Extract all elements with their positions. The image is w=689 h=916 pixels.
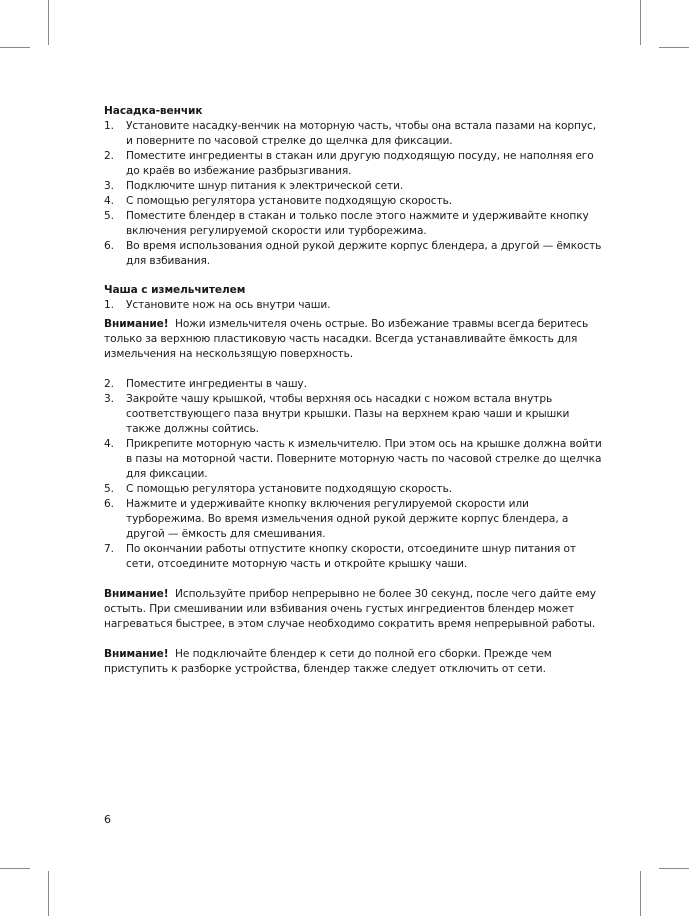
list-item [104, 119, 604, 149]
list-item-number: 6. [104, 240, 114, 252]
list-item [104, 149, 604, 179]
crop-mark-top-right-h [659, 47, 689, 48]
list-item [104, 194, 604, 209]
list-item [104, 437, 604, 482]
chopper-steps-list-a [104, 298, 604, 313]
list-item [104, 542, 604, 572]
warning-text: Не подключайте блендер к сети до полной его сборки. Прежде чем приступить к разборке устройства, блендер также следует отключить от сети. [104, 648, 552, 675]
list-item [104, 179, 604, 194]
crop-mark-bottom-right-v [640, 871, 641, 916]
crop-mark-top-right-v [640, 0, 641, 45]
crop-mark-top-left-h [0, 47, 30, 48]
list-item-number: 1. [104, 120, 114, 132]
list-item-text: Во время использования одной рукой держите корпус блендера, а другой — ёмкость для взбивания. [126, 240, 602, 267]
list-item-text: Поместите ингредиенты в стакан или другую подходящую посуду, не наполняя его до краёв во избежание разбрызгивания. [126, 150, 594, 177]
chopper-steps-list-b [104, 377, 604, 572]
list-item [104, 298, 604, 313]
list-item-number: 4. [104, 438, 114, 450]
list-item-number: 6. [104, 498, 114, 510]
list-item-number: 5. [104, 210, 114, 222]
list-item-text: Нажмите и удерживайте кнопку включения регулируемой скорости или турборежима. Во время измельчения одной рукой держите корпус блендера, а другой — ёмкость для смешивания. [126, 498, 569, 540]
warning-continuous-use [104, 587, 604, 632]
list-item-number: 2. [104, 150, 114, 162]
whisk-steps-list [104, 119, 604, 269]
crop-mark-bottom-left-v [48, 871, 49, 916]
section-title-whisk: Насадка-венчик [104, 105, 203, 117]
list-item-number: 2. [104, 378, 114, 390]
crop-mark-top-left-v [48, 0, 49, 45]
warning-label: Внимание! [104, 648, 169, 660]
list-item-text: Подключите шнур питания к электрической сети. [126, 180, 404, 192]
list-item-text: С помощью регулятора установите подходящую скорость. [126, 195, 452, 207]
section-title-chopper: Чаша с измельчителем [104, 284, 246, 296]
list-item-text: Поместите блендер в стакан и только после этого нажмите и удерживайте кнопку включения регулируемой скорости или турборежима. [126, 210, 589, 237]
page-number: 6 [104, 813, 111, 826]
list-item-text: С помощью регулятора установите подходящую скорость. [126, 483, 452, 495]
crop-mark-bottom-right-h [659, 868, 689, 869]
warning-text: Ножи измельчителя очень острые. Во избежание травмы всегда беритесь только за верхнюю пластиковую часть насадки. Всегда устанавливайте ёмкость для измельчения на нескользящую поверхность. [104, 318, 589, 360]
warning-label: Внимание! [104, 318, 169, 330]
list-item-number: 7. [104, 543, 114, 555]
list-item [104, 209, 604, 239]
warning-text: Используйте прибор непрерывно не более 30 секунд, после чего дайте ему остыть. При смешивании или взбивания очень густых ингредиентов блендер может нагреваться быстрее, в этом случае необходимо сократить время непрерывной работы. [104, 588, 596, 630]
list-item [104, 239, 604, 269]
list-item-number: 3. [104, 393, 114, 405]
list-item [104, 482, 604, 497]
list-item-text: Установите насадку-венчик на моторную часть, чтобы она встала пазами на корпус, и поверните по часовой стрелке до щелчка для фиксации. [126, 120, 596, 147]
list-item-text: По окончании работы отпустите кнопку скорости, отсоедините шнур питания от сети, отсоедините моторную часть и откройте крышку чаши. [126, 543, 576, 570]
page-content [104, 104, 604, 677]
list-item-number: 5. [104, 483, 114, 495]
list-item [104, 377, 604, 392]
warning-knives [104, 317, 604, 362]
list-item-text: Установите нож на ось внутри чаши. [126, 299, 331, 311]
list-item-number: 4. [104, 195, 114, 207]
warning-assembly [104, 647, 604, 677]
list-item-number: 1. [104, 299, 114, 311]
list-item [104, 497, 604, 542]
list-item [104, 392, 604, 437]
list-item-text: Поместите ингредиенты в чашу. [126, 378, 307, 390]
list-item-number: 3. [104, 180, 114, 192]
warning-label: Внимание! [104, 588, 169, 600]
list-item-text: Прикрепите моторную часть к измельчителю. При этом ось на крышке должна войти в пазы на моторной части. Поверните моторную часть по часовой стрелке до щелчка для фиксации. [126, 438, 602, 480]
crop-mark-bottom-left-h [0, 868, 30, 869]
list-item-text: Закройте чашу крышкой, чтобы верхняя ось насадки с ножом встала внутрь соответствующего паза внутри крышки. Пазы на верхнем краю чаши и крышки также должны сойтись. [126, 393, 570, 435]
